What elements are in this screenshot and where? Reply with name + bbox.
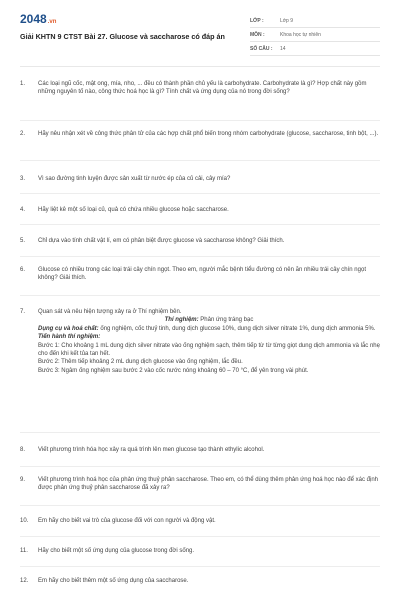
question-item xyxy=(20,517,380,525)
question-divider xyxy=(20,466,380,467)
meta-row-grade xyxy=(250,14,380,28)
question-item xyxy=(20,577,380,585)
question-number: 9. xyxy=(20,477,26,483)
question-text: Hãy cho biết một số ứng dụng của glucose trong đời sống. xyxy=(38,548,195,554)
question-item xyxy=(20,547,380,555)
question-item xyxy=(20,446,380,454)
experiment-label: Thí nghiệm: xyxy=(164,317,199,324)
question-text: Vì sao đường tinh luyện được sản xuất từ nước ép của củ cải, cây mía? xyxy=(38,176,231,182)
logo-main: 2048 xyxy=(20,12,47,26)
meta-row-count xyxy=(250,42,380,56)
site-logo[interactable] xyxy=(20,12,56,26)
question-divider xyxy=(20,193,380,194)
question-text: Em hãy cho biết thêm một số ứng dụng của saccharose. xyxy=(38,578,189,584)
question-text: Các loại ngũ cốc, mật ong, mía, nho, ... đều có thành phần chủ yếu là carbohydrate. Carbohydrate là gì? Hợp chất này gồm những nguyên tố nào, công thức hoá học là gì? Tính chất và ứng dụng của nó trong đời sống? xyxy=(38,81,367,96)
question-text: Hãy nêu nhận xét về công thức phân tử của các hợp chất phổ biến trong nhóm carbohydrate (glucose, saccharose, tinh bột, ...). xyxy=(38,131,379,137)
meta-row-subject xyxy=(250,28,380,42)
question-item xyxy=(20,476,380,493)
header-divider xyxy=(20,66,380,67)
experiment-step-1: Bước 1: Cho khoảng 1 mL dung dịch silver nitrate vào ống nghiệm sạch, thêm tiếp từ từ từng giọt dung dịch ammonia và lắc nhẹ cho đến khi kết tủa tan hết. xyxy=(38,342,380,358)
question-divider xyxy=(20,505,380,506)
question-text: Glucose có nhiều trong các loại trái cây chín ngọt. Theo em, người mắc bệnh tiểu đường có nên ăn nhiều trái cây chín ngọt không? Giải thích. xyxy=(38,267,366,282)
question-body xyxy=(38,308,380,375)
question-number: 1. xyxy=(20,81,26,87)
question-intro: Quan sát và nêu hiện tượng xảy ra ở Thí nghiệm bên. xyxy=(38,309,182,315)
experiment-name: Phản ứng tráng bạc xyxy=(200,317,254,324)
question-divider xyxy=(20,566,380,567)
meta-value: Khoa học tự nhiên xyxy=(280,31,321,38)
question-number: 11. xyxy=(20,548,28,554)
logo-suffix: .vn xyxy=(47,19,57,25)
experiment-heading xyxy=(38,316,380,324)
question-divider xyxy=(20,120,380,121)
question-item xyxy=(20,266,380,283)
tools-text: ống nghiệm, cốc thuỷ tinh, dung dịch glucose 10%, dung dịch silver nitrate 1%, dung dịch ammonia 5%. xyxy=(100,325,376,332)
question-divider xyxy=(20,256,380,257)
meta-label: MÔN : xyxy=(250,31,265,38)
question-text: Hãy liệt kê một số loại củ, quả có chứa nhiều glucose hoặc saccharose. xyxy=(38,207,229,213)
question-item xyxy=(20,80,380,97)
experiment-step-3: Bước 3: Ngâm ống nghiệm sau bước 2 vào cốc nước nóng khoảng 60 – 70 °C, để yên trong vài phút. xyxy=(38,367,309,374)
document-title: Giải KHTN 9 CTST Bài 27. Glucose và saccharose có đáp án xyxy=(20,32,225,41)
question-text: Em hãy cho biết vai trò của glucose đối với con người và động vật. xyxy=(38,518,216,524)
meta-label: SỐ CÂU : xyxy=(250,45,273,52)
question-text: Viết phương trình hoá học của phản ứng thuỷ phân saccharose. Theo em, có thể dùng thêm phản ứng hoá học nào để xác định được phản ứng thuỷ phân saccharose đã xảy ra? xyxy=(38,477,378,492)
question-divider xyxy=(20,224,380,225)
question-number: 6. xyxy=(20,267,26,273)
document-meta-table xyxy=(250,14,380,56)
question-item xyxy=(20,130,380,138)
question-divider xyxy=(20,432,380,433)
question-divider xyxy=(20,160,380,161)
page-header xyxy=(0,0,400,62)
meta-label: LỚP : xyxy=(250,17,264,24)
question-number: 5. xyxy=(20,238,26,244)
meta-value: Lớp 9 xyxy=(280,17,294,24)
question-text: Chỉ dựa vào tính chất vật lí, em có phân biệt được glucose và saccharose không? Giải thích. xyxy=(38,238,285,244)
meta-value: 14 xyxy=(280,45,286,52)
question-number: 8. xyxy=(20,447,26,453)
question-number: 4. xyxy=(20,207,26,213)
question-text: Viết phương trình hóa học xảy ra quá trình lên men glucose tạo thành ethylic alcohol. xyxy=(38,447,265,453)
steps-label: Tiến hành thí nghiệm: xyxy=(38,334,101,341)
experiment-step-2: Bước 2: Thêm tiếp khoảng 2 mL dung dịch glucose vào ống nghiệm, lắc đều. xyxy=(38,359,243,366)
question-number: 7. xyxy=(20,309,26,315)
question-divider xyxy=(20,295,380,296)
tools-label: Dụng cụ và hoá chất: xyxy=(38,325,99,332)
question-number: 2. xyxy=(20,131,26,137)
question-divider xyxy=(20,536,380,537)
question-item xyxy=(20,206,380,214)
question-number: 12. xyxy=(20,578,29,584)
question-item xyxy=(20,175,380,183)
question-number: 3. xyxy=(20,176,26,182)
question-item-experiment xyxy=(20,308,380,375)
question-item xyxy=(20,237,380,245)
question-number: 10. xyxy=(20,518,29,524)
experiment-tools xyxy=(38,325,380,333)
